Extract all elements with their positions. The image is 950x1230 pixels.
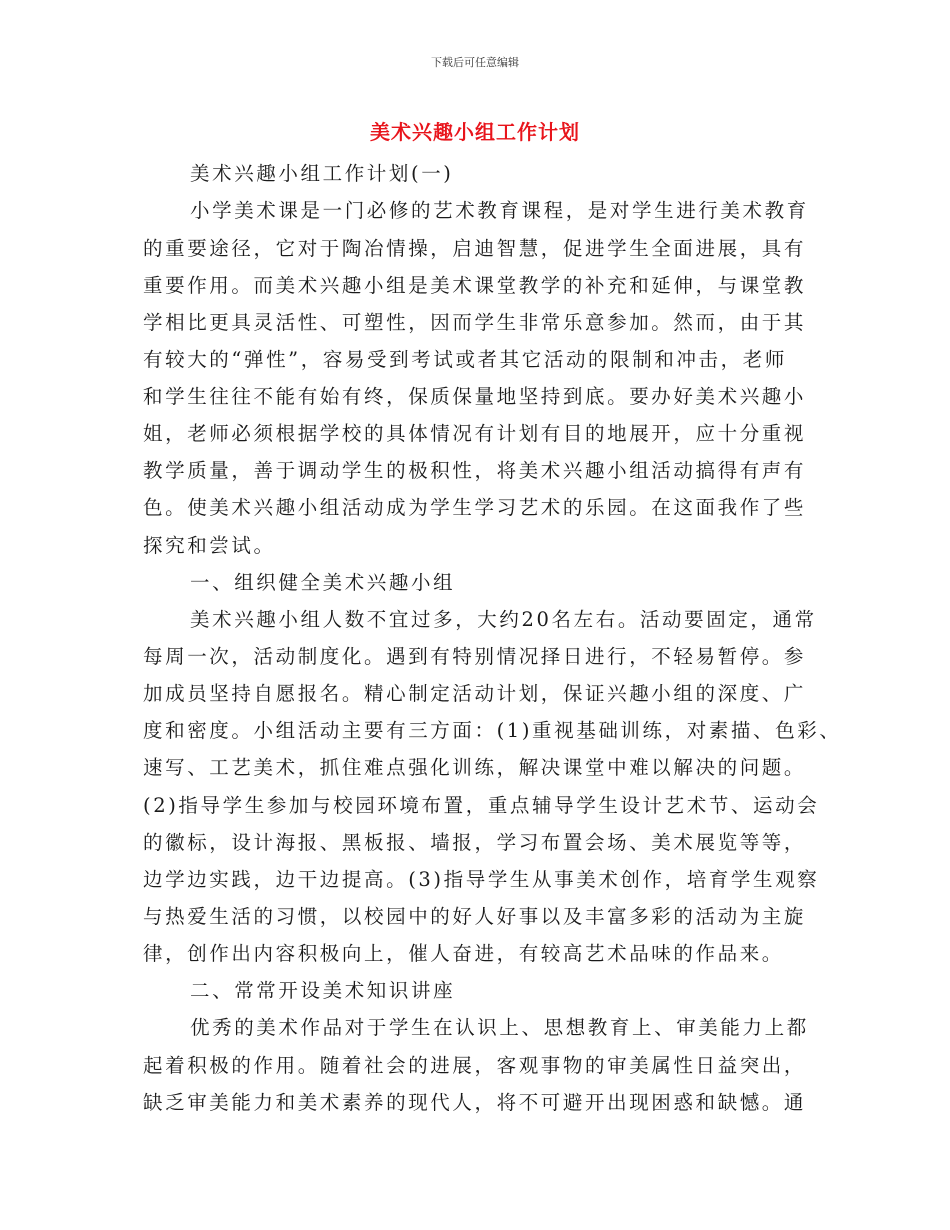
paragraph-line: (2)指导学生参加与校园环境布置，重点辅导学生设计艺术节、运动会 xyxy=(143,794,820,817)
paragraph-line: 小学美术课是一门必修的艺术教育课程，是对学生进行美术教育 xyxy=(190,199,809,222)
paragraph-line: 探究和尝试。 xyxy=(143,534,276,557)
paragraph-line: 边学边实践，边干边提高。(3)指导学生从事美术创作，培育学生观察 xyxy=(143,868,820,891)
paragraph-line: 的徽标，设计海报、黑板报、墙报，学习布置会场、美术展览等等， xyxy=(143,831,807,854)
paragraph-line: 加成员坚持自愿报名。精心制定活动计划，保证兴趣小组的深度、广 xyxy=(143,682,807,705)
paragraph-line: 学相比更具灵活性、可塑性，因而学生非常乐意参加。然而，由于其 xyxy=(143,311,807,334)
paragraph-line: 重要作用。而美术兴趣小组是美术课堂教学的补充和延伸，与课堂教 xyxy=(143,274,807,297)
paragraph-line: 优秀的美术作品对于学生在认识上、思想教育上、审美能力上都 xyxy=(190,1016,809,1039)
paragraph-line: 起着积极的作用。随着社会的进展，客观事物的审美属性日益突出， xyxy=(143,1054,807,1077)
paragraph-line: 教学质量，善于调动学生的极积性，将美术兴趣小组活动搞得有声有 xyxy=(143,459,807,482)
paragraph-line: 速写、工艺美术，抓住难点强化训练，解决课堂中难以解决的问题。 xyxy=(143,756,807,779)
document-title: 美术兴趣小组工作计划 xyxy=(370,120,580,144)
section-heading: 一、组织健全美术兴趣小组 xyxy=(190,571,456,594)
paragraph-line: 的重要途径，它对于陶冶情操，启迪智慧，促进学生全面进展，具有 xyxy=(143,237,807,260)
paragraph-line: 色。使美术兴趣小组活动成为学生学习艺术的乐园。在这面我作了些 xyxy=(143,496,807,519)
section-heading: 二、常常开设美术知识讲座 xyxy=(190,979,456,1002)
paragraph-line: 和学生往往不能有始有终，保质保量地坚持到底。要办好美术兴趣小 xyxy=(143,385,807,408)
paragraph-line: 度和密度。小组活动主要有三方面：(1)重视基础训练，对素描、色彩、 xyxy=(143,719,842,742)
paragraph-line: 每周一次，活动制度化。遇到有特别情况择日进行，不轻易暂停。参 xyxy=(143,645,807,668)
paragraph-line: 有较大的“弹性”，容易受到考试或者其它活动的限制和冲击，老师 xyxy=(143,348,787,371)
paragraph-line: 缺乏审美能力和美术素养的现代人，将不可避开出现困惑和缺憾。通 xyxy=(143,1091,807,1114)
paragraph-line: 姐，老师必须根据学校的具体情况有计划有目的地展开，应十分重视 xyxy=(143,422,807,445)
section-heading: 美术兴趣小组工作计划(一) xyxy=(190,162,454,185)
paragraph-line: 与热爱生活的习惯，以校园中的好人好事以及丰富多彩的活动为主旋 xyxy=(143,905,807,928)
page-header-note: 下载后可任意编辑 xyxy=(431,56,519,69)
paragraph-line: 律，创作出内容积极向上，催人奋进，有较高艺术品味的作品来。 xyxy=(143,942,784,965)
paragraph-line: 美术兴趣小组人数不宜过多，大约20名左右。活动要固定，通常 xyxy=(190,608,817,631)
